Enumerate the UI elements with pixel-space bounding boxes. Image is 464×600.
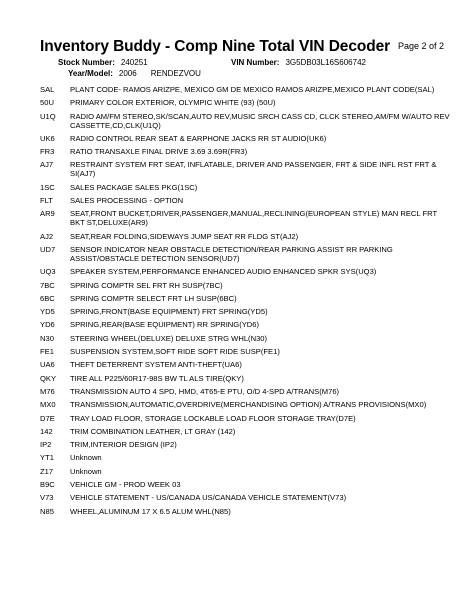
option-code: UA6 [40,360,55,370]
option-code: FR3 [40,147,55,157]
option-description: SPEAKER SYSTEM,PERFORMANCE ENHANCED AUDIO ENHANCED SPKR SYS(UQ3) [70,267,377,277]
option-code: 142 [40,426,53,436]
option-row [40,134,450,143]
option-description: SPRING COMPTR SEL FRT RH SUSP(7BC) [70,280,223,290]
option-code: YT1 [40,453,54,463]
option-row [40,400,450,409]
option-description: RADIO CONTROL REAR SEAT & EARPHONE JACKS RR ST AUDIO(UK6) [70,133,327,143]
option-code: B9C [40,480,55,490]
option-description: RESTRAINT SYSTEM FRT SEAT, INFLATABLE, DRIVER AND PASSENGER, FRT & SIDE INFL RST FRT & SI(AJ7) [70,160,437,179]
option-row [40,507,450,516]
option-description: PRIMARY COLOR EXTERIOR, OLYMPIC WHITE (93) (50U) [70,98,276,108]
option-description: SALES PACKAGE SALES PKG(1SC) [70,182,198,192]
option-row [40,147,450,156]
option-description: SUSPENSION SYSTEM,SOFT RIDE SOFT RIDE SUSP(FE1) [70,347,280,357]
option-row [40,294,450,303]
year-model-line [68,69,201,78]
option-code: N30 [40,333,54,343]
option-code: YD6 [40,320,55,330]
option-row [40,281,450,290]
option-row [40,85,450,94]
page-number: Page 2 of 2 [397,41,444,51]
option-row [40,209,450,227]
option-description: VEHICLE GM - PROD WEEK 03 [70,480,181,490]
option-description: PLANT CODE- RAMOS ARIZPE, MEXICO GM DE MEXICO RAMOS ARIZPE,MEXICO PLANT CODE(SAL) [70,85,435,94]
option-description: Unknown [70,466,102,476]
option-description: WHEEL,ALUMINUM 17 X 6.5 ALUM WHL(N85) [70,506,231,516]
option-code: U1Q [40,111,56,121]
option-description: TIRE ALL P225/60R17-98S BW TL ALS TIRE(QKY) [70,373,244,383]
option-code: Z17 [40,466,54,476]
option-row [40,98,450,107]
option-code: FLT [40,196,53,206]
option-code: AJ2 [40,231,54,241]
option-code: FE1 [40,347,54,357]
option-code: AJ7 [40,160,54,170]
option-description: SPRING,REAR(BASE EQUIPMENT) RR SPRING(YD6) [70,320,260,330]
option-row [40,267,450,276]
option-description: RATIO TRANSAXLE FINAL DRIVE 3.69 3.69R(FR3) [70,147,248,157]
stock-number-line [58,58,148,67]
stock-number-value: 240251 [120,58,148,67]
option-row [40,347,450,356]
vin-line [231,58,366,67]
option-row [40,112,450,130]
year-model-label: Year/Model: [68,69,113,78]
year-value: 2006 [118,69,137,78]
option-description: Unknown [70,453,102,463]
option-description: SALES PROCESSING - OPTION [70,196,184,206]
option-row [40,414,450,423]
option-code: QKY [40,373,57,383]
option-code: M76 [40,386,55,396]
option-description: THEFT DETERRENT SYSTEM ANTI-THEFT(UA6) [70,360,242,370]
option-row [40,427,450,436]
option-code: N85 [40,506,54,516]
vin-value: 3G5DB03L16S606742 [285,58,366,67]
option-code: UQ3 [40,267,56,277]
option-code-list [40,85,450,520]
option-code: AR9 [40,209,55,219]
option-description: TRAY LOAD FLOOR, STORAGE LOCKABLE LOAD FLOOR STORAGE TRAY(D7E) [70,413,356,423]
option-code: UD7 [40,244,56,254]
option-row [40,307,450,316]
option-code: 6BC [40,293,55,303]
option-code: V73 [40,493,54,503]
vin-label: VIN Number: [231,58,280,67]
option-description: VEHICLE STATEMENT - US/CANADA US/CANADA VEHICLE STATEMENT(V73) [70,493,347,503]
option-description: TRANSMISSION AUTO 4 SPD, HMD, 4T65-E PTU, O/D 4-SPD A/TRANS(M76) [70,386,340,396]
option-row [40,480,450,489]
option-code: IP2 [40,440,52,450]
document-title: Inventory Buddy - Comp Nine Total VIN Decoder [40,38,391,55]
model-value: RENDEZVOU [150,69,201,78]
option-row [40,360,450,369]
option-code: D7E [40,413,55,423]
option-row [40,493,450,502]
option-code: 1SC [40,182,55,192]
option-description: TRIM,INTERIOR DESIGN (IP2) [70,440,177,450]
option-code: MX0 [40,400,56,410]
option-description: STEERING WHEEL(DELUXE) DELUXE STRG WHL(N30) [70,333,268,343]
option-code: UK6 [40,133,55,143]
option-row [40,334,450,343]
option-description: TRANSMISSION,AUTOMATIC,OVERDRIVE(MERCHANDISING OPTION) A/TRANS PROVISIONS(MX0) [70,400,427,410]
option-description: RADIO AM/FM STEREO,SK/SCAN,AUTO REV,MUSIC SRCH CASS CD, CLCK STEREO,AM/FM W/AUTO REV CASSETTE,CD,CLK(U1Q) [70,111,450,130]
option-description: TRIM COMBINATION LEATHER, LT GRAY (142) [70,426,236,436]
option-description: SPRING,FRONT(BASE EQUIPMENT) FRT SPRING(YD5) [70,307,268,317]
option-row [40,232,450,241]
option-row [40,387,450,396]
option-row [40,453,450,462]
option-row [40,374,450,383]
option-row [40,440,450,449]
option-code: SAL [40,85,55,94]
option-row [40,467,450,476]
option-code: YD5 [40,307,55,317]
option-description: SENSOR INDICATOR NEAR OBSTACLE DETECTION/REAR PARKING ASSIST RR PARKING ASSIST/OBSTACLE DETECTION SENSOR(UD7) [70,244,393,263]
option-code: 50U [40,98,54,108]
option-description: SEAT,FRONT BUCKET,DRIVER,PASSENGER,MANUAL,RECLINING(EUROPEAN STYLE) MAN RECL FRT BKT ST,DELUXE(AR9) [70,209,437,228]
option-description: SPRING COMPTR SELECT FRT LH SUSP(6BC) [70,293,237,303]
option-row [40,160,450,178]
stock-number-label: Stock Number: [58,58,115,67]
option-row [40,196,450,205]
option-row [40,245,450,263]
option-row [40,183,450,192]
option-code: 7BC [40,280,55,290]
option-description: SEAT,REAR FOLDING,SIDEWAYS JUMP SEAT RR FLDG ST(AJ2) [70,231,299,241]
option-row [40,320,450,329]
